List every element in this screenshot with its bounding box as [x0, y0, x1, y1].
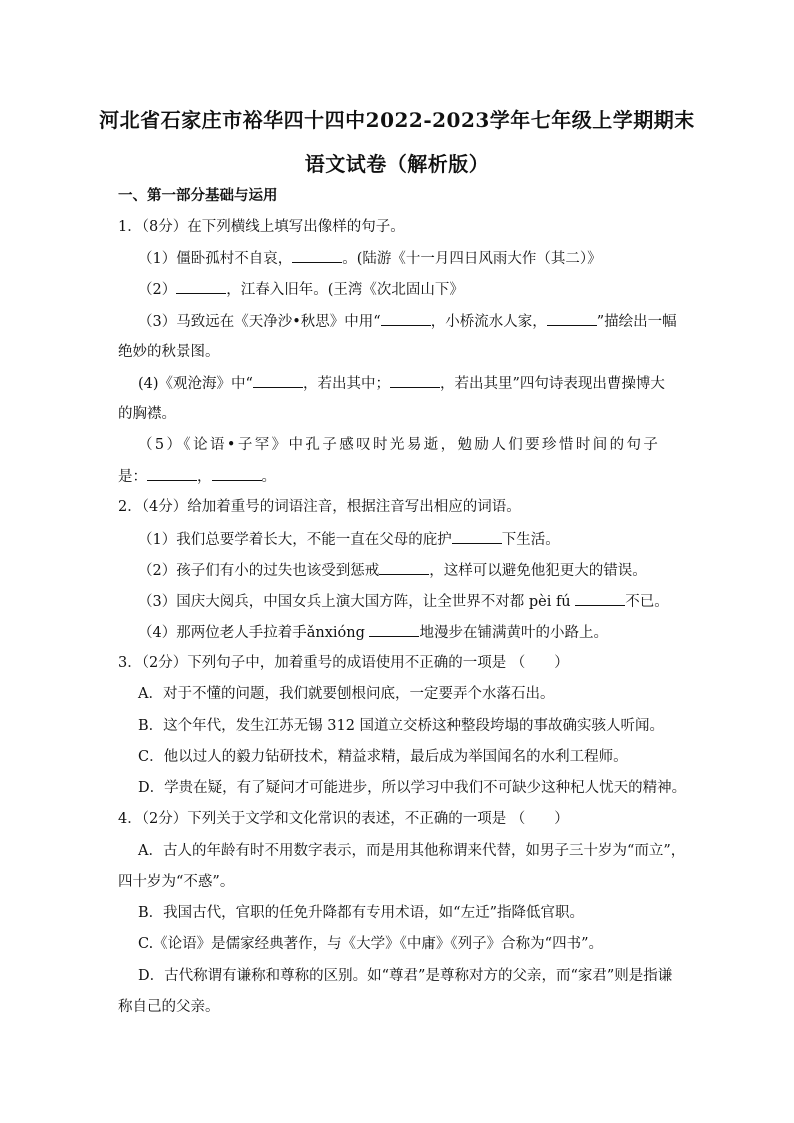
- q2-item-3-post: 不已。: [625, 594, 669, 610]
- q1-item-4-a: (4)《观沧海》中“: [138, 376, 253, 392]
- q1-item-5-cont: [118, 466, 276, 487]
- q2-item-4-pre: （4）那两位老人手拉着手ǎnxióng: [138, 625, 365, 641]
- q1-item-3-cont: 绝妙的秋景图。: [118, 344, 220, 360]
- q1-item-4: [138, 373, 665, 394]
- q4-option-a[interactable]: A．古人的年龄有时不用数字表示，而是用其他称谓来代替，如男子三十岁为“而立”，: [138, 843, 686, 859]
- answer-blank[interactable]: [292, 248, 342, 263]
- answer-blank[interactable]: [390, 373, 440, 388]
- q1-item-3-c: ”描绘出一幅: [596, 314, 677, 330]
- answer-blank[interactable]: [381, 311, 431, 326]
- q1-item-5-cont-pre: 是：: [118, 469, 147, 485]
- q1-item-5: （5）《论语•子罕》中孔子感叹时光易逝，勉励人们要珍惜时间的句子: [138, 437, 661, 453]
- q4-option-b[interactable]: B．我国古代，官职的任免升降都有专用术语，如“左迁”指降低官职。: [138, 905, 584, 921]
- q3-option-d[interactable]: D．学贵在疑，有了疑问才可能进步，所以学习中我们不可缺少这种杞人忧天的精神。: [138, 780, 687, 796]
- q4-option-a-cont: 四十岁为“不惑”。: [118, 874, 235, 890]
- q1-item-5-cont-mid: ，: [197, 469, 212, 485]
- q4-stem: 4．（2分）下列关于文学和文化常识的表述，不正确的一项是 （ ）: [118, 811, 569, 827]
- answer-blank[interactable]: [575, 591, 625, 606]
- q3-option-c[interactable]: C．他以过人的毅力钻研技术，精益求精，最后成为举国闻名的水利工程师。: [138, 749, 628, 765]
- q1-item-4-b: ，若出其中；: [302, 376, 390, 392]
- answer-blank[interactable]: [176, 279, 226, 294]
- q1-stem: 1．（8分）在下列横线上填写出像样的句子。: [118, 219, 405, 235]
- q1-item-3: [138, 311, 677, 332]
- q3-option-a[interactable]: A．对于不懂的问题，我们就要刨根问底，一定要弄个水落石出。: [138, 686, 555, 702]
- answer-blank[interactable]: [147, 466, 197, 481]
- q2-stem: 2．（4分）给加着重号的词语注音，根据注音写出相应的词语。: [118, 499, 521, 515]
- q1-item-1-post: 。(陆游《十一月四日风雨大作（其二）》: [342, 251, 602, 267]
- q2-item-2-pre: （2）孩子们有小的过失也该受到惩戒: [138, 563, 380, 579]
- answer-blank[interactable]: [212, 466, 262, 481]
- q1-item-2: [138, 279, 464, 300]
- section-heading: 一、第一部分基础与运用: [118, 187, 278, 204]
- q4-option-d-cont: 称自己的父亲。: [118, 999, 220, 1015]
- q2-item-2-post: ，这样可以避免他犯更大的错误。: [429, 563, 647, 579]
- q2-item-1-pre: （1）我们总要学着长大，不能一直在父母的庇护: [138, 532, 452, 548]
- answer-blank[interactable]: [452, 529, 502, 544]
- q3-stem: 3．（2分）下列句子中，加着重号的成语使用不正确的一项是 （ ）: [118, 655, 569, 671]
- exam-title-line1: 河北省石家庄市裕华四十四中2022-2023学年七年级上学期期末: [99, 108, 695, 132]
- answer-blank[interactable]: [253, 373, 303, 388]
- q1-item-1: [138, 248, 602, 269]
- q1-item-2-post: ，江春入旧年。(王湾《次北固山下》: [226, 282, 464, 298]
- q2-item-3: [138, 591, 669, 612]
- exam-title-line2: 语文试卷（解析版）: [304, 152, 490, 176]
- q1-item-2-pre: （2）: [138, 282, 177, 298]
- q1-item-5-cont-post: 。: [261, 469, 276, 485]
- q2-item-4: [138, 622, 608, 643]
- q1-item-1-pre: （1）僵卧孤村不自哀，: [138, 251, 293, 267]
- answer-blank[interactable]: [369, 622, 419, 637]
- q2-item-1: [138, 529, 560, 550]
- q4-option-d[interactable]: D．古代称谓有谦称和尊称的区别。如“尊君”是尊称对方的父亲，而“家君”则是指谦: [138, 968, 673, 984]
- q1-item-3-b: ，小桥流水人家，: [430, 314, 547, 330]
- q2-item-4-post: 地漫步在铺满黄叶的小路上。: [419, 625, 608, 641]
- answer-blank[interactable]: [379, 560, 429, 575]
- q1-item-3-a: （3）马致远在《天净沙•秋思》中用“: [138, 314, 381, 330]
- answer-blank[interactable]: [547, 311, 597, 326]
- q1-item-4-c: ，若出其里”四句诗表现出曹操博大: [439, 376, 665, 392]
- q2-item-2: [138, 560, 647, 581]
- q1-item-4-cont: 的胸襟。: [118, 406, 176, 422]
- q2-item-1-post: 下生活。: [501, 532, 560, 548]
- q3-option-b[interactable]: B．这个年代，发生江苏无锡 312 国道立交桥这种整段垮塌的事故确实骇人听闻。: [138, 718, 665, 734]
- q4-option-c[interactable]: C.《论语》是儒家经典著作，与《大学》《中庸》《列子》合称为“四书”。: [138, 936, 604, 952]
- q2-item-3-pre: （3）国庆大阅兵，中国女兵上演大国方阵，让全世界不对都 pèi fú: [138, 594, 571, 610]
